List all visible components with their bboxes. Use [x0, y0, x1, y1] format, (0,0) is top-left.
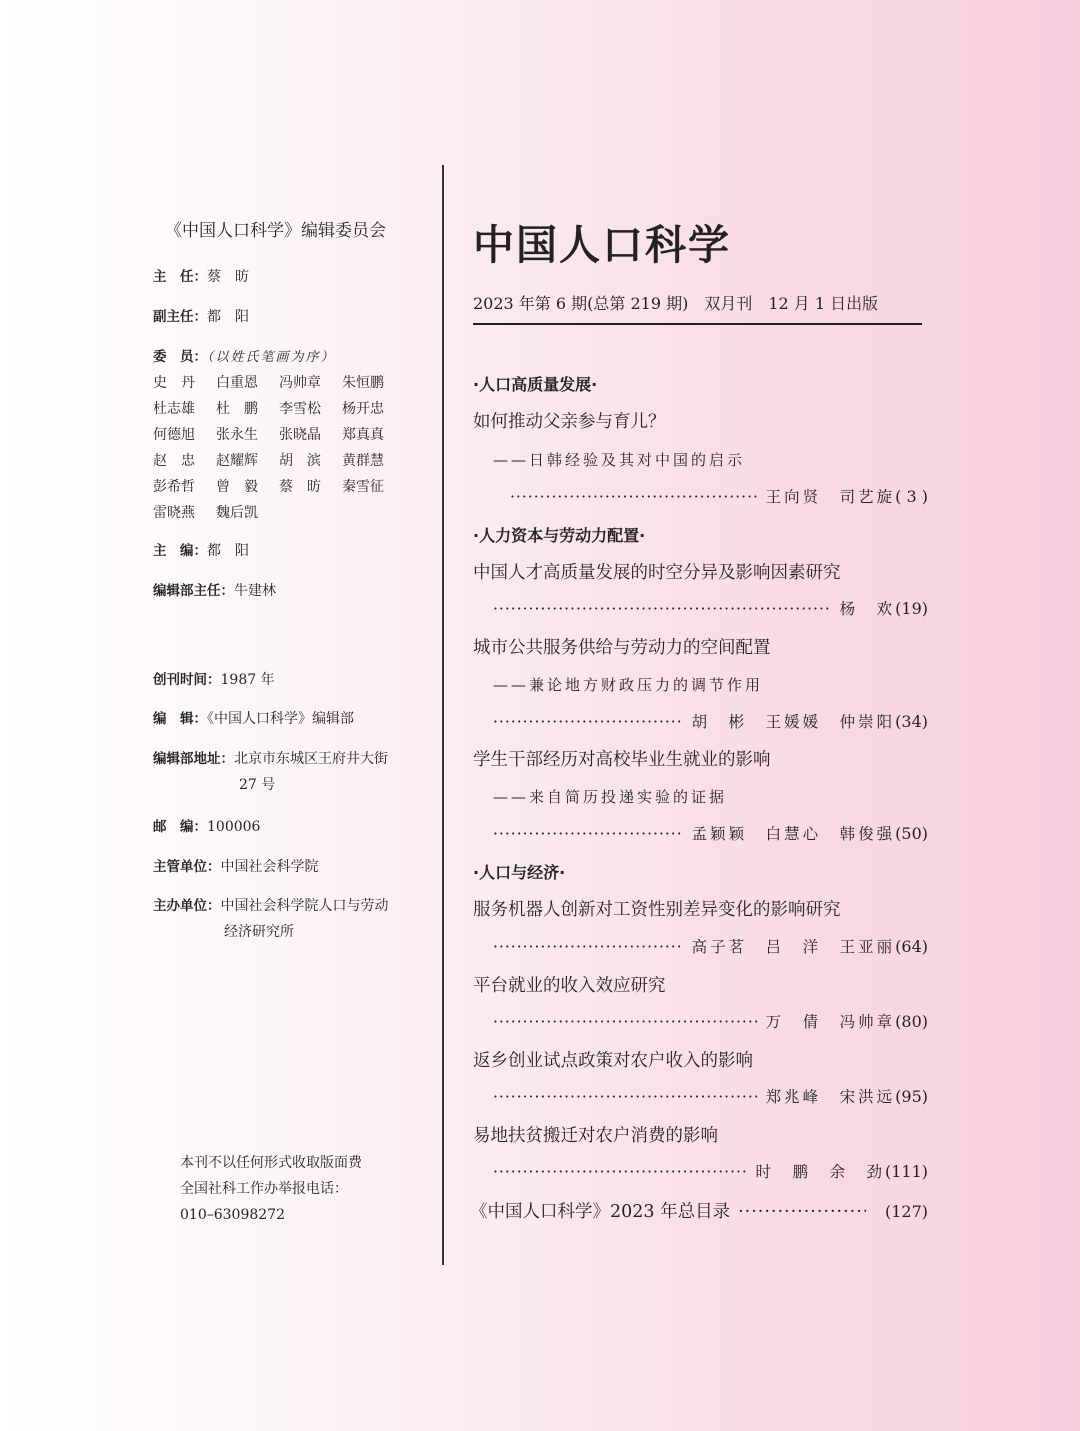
member-name: 蔡 昉 [279, 479, 321, 495]
edit-value: 《中国人口科学》编辑部 [207, 711, 354, 727]
address-line1: 北京市东城区王府井大街 [234, 751, 388, 767]
member-name: 魏后凯 [216, 505, 258, 521]
supervisor-row [153, 854, 319, 880]
article-subtitle: ——兼论地方财政压力的调节作用 [493, 676, 764, 694]
annual-index-title: 《中国人口科学》2023 年总目录 [470, 1202, 731, 1222]
editor-name: 都 阳 [207, 543, 249, 559]
member-name: 胡 滨 [279, 453, 321, 469]
supervisor-label: 主管单位： [153, 859, 221, 875]
article-page: ( 3 ) [895, 487, 928, 506]
member-name: 曾 毅 [216, 479, 258, 495]
leader-dots [493, 1163, 747, 1181]
member-name: 朱恒鹏 [342, 375, 384, 391]
article-authors: 高子茗 吕 洋 王亚丽 [691, 938, 896, 956]
article-subtitle: ——日韩经验及其对中国的启示 [493, 451, 746, 469]
article-title[interactable]: 服务机器人创新对工资性别差异变化的影响研究 [473, 900, 841, 920]
article-title[interactable]: 如何推动父亲参与育儿？ [473, 412, 666, 432]
director-row [153, 264, 249, 290]
article-authors: 郑兆峰 宋洪远 [765, 1088, 896, 1106]
section-heading: ·人口与经济· [473, 863, 566, 882]
postcode-value: 100006 [207, 819, 261, 835]
member-name: 张永生 [216, 427, 258, 443]
section-heading: ·人口高质量发展· [473, 375, 598, 394]
members-list [153, 370, 405, 526]
office-director-row [153, 578, 276, 604]
member-name: 赵耀辉 [216, 453, 258, 469]
sponsor-label: 主办单位： [153, 898, 221, 914]
article-authors: 杨 欢 [839, 600, 896, 618]
notice-line: 全国社科工作办举报电话： [180, 1181, 348, 1197]
annual-index-row[interactable] [470, 1198, 928, 1223]
address-label: 编辑部地址： [153, 751, 234, 767]
members-note: （以姓氏笔画为序） [207, 350, 336, 365]
article-title[interactable]: 城市公共服务供给与劳动力的空间配置 [473, 638, 771, 658]
notice-line: 本刊不以任何形式收取版面费 [180, 1155, 362, 1171]
founded-row [153, 667, 275, 693]
column-divider [442, 165, 444, 1265]
article-authors-row [493, 597, 928, 619]
member-row [153, 422, 405, 448]
member-name: 赵 忠 [153, 453, 195, 469]
editor-row [153, 538, 249, 564]
sponsor-line1: 中国社会科学院人口与劳动 [220, 898, 389, 914]
member-name: 彭希哲 [153, 479, 195, 495]
section-heading: ·人力资本与劳动力配置· [473, 526, 646, 545]
article-authors-row [493, 1085, 928, 1107]
article-page: (19) [895, 599, 928, 618]
office-director-label: 编辑部主任： [153, 583, 234, 599]
vice-director-row [153, 304, 249, 330]
article-page: (64) [895, 937, 928, 956]
annual-index-page: (127) [884, 1202, 928, 1221]
article-authors-row [493, 1010, 928, 1032]
sponsor-row [153, 893, 389, 945]
supervisor-value: 中国社会科学院 [220, 859, 319, 875]
address-row [153, 746, 388, 798]
leader-dots [493, 1013, 758, 1031]
article-page: (111) [884, 1162, 928, 1181]
article-title[interactable]: 易地扶贫搬迁对农户消费的影响 [473, 1126, 718, 1146]
member-name: 白重恩 [216, 375, 258, 391]
postcode-label: 邮 编： [153, 819, 207, 835]
leader-dots [493, 713, 684, 731]
member-name: 杜志雄 [153, 401, 195, 417]
member-name: 张晓晶 [279, 427, 321, 443]
article-authors-row [493, 935, 928, 957]
sponsor-line2: 经济研究所 [224, 924, 294, 940]
founded-value: 1987 年 [220, 672, 275, 688]
article-authors: 孟颖颖 白慧心 韩俊强 [691, 825, 896, 843]
director-name: 蔡 昉 [207, 269, 249, 285]
members-header [153, 344, 336, 371]
member-row [153, 448, 405, 474]
article-page: (34) [895, 712, 928, 731]
issue-info: 2023 年第 6 期(总第 219 期) 双月刊 12 月 1 日出版 [473, 294, 879, 313]
article-page: (80) [895, 1012, 928, 1031]
leader-dots [493, 1088, 758, 1106]
office-director-name: 牛建林 [234, 583, 276, 599]
article-page: (95) [895, 1087, 928, 1106]
member-row [153, 370, 405, 396]
director-label: 主 任： [153, 269, 207, 285]
article-authors: 万 倩 冯帅章 [765, 1013, 896, 1031]
member-row [153, 474, 405, 500]
member-name: 冯帅章 [279, 375, 321, 391]
article-authors: 王向贤 司艺旋 [765, 488, 896, 506]
leader-dots [738, 1202, 866, 1222]
address-line2: 27 号 [239, 777, 276, 793]
article-title[interactable]: 平台就业的收入效应研究 [473, 976, 666, 996]
leader-dots [493, 938, 684, 956]
edit-label: 编 辑： [153, 711, 207, 727]
vice-director-label: 副主任： [153, 309, 207, 325]
founded-label: 创刊时间： [153, 672, 221, 688]
member-name: 史 丹 [153, 375, 195, 391]
member-name: 秦雪征 [342, 479, 384, 495]
article-authors-row [493, 710, 928, 732]
title-rule [473, 323, 922, 325]
article-authors-row [493, 1160, 928, 1182]
leader-dots [510, 488, 758, 506]
committee-title: 《中国人口科学》编辑委员会 [165, 221, 386, 241]
article-authors: 胡 彬 王媛媛 仲崇阳 [691, 713, 896, 731]
article-authors-row [493, 822, 928, 844]
fee-notice [180, 1150, 362, 1228]
member-row [153, 396, 405, 422]
member-name: 杜 鹏 [216, 401, 258, 417]
article-subtitle: ——来自简历投递实验的证据 [493, 788, 728, 806]
member-name: 郑真真 [342, 427, 384, 443]
member-row [153, 500, 405, 526]
member-name: 黄群慧 [342, 453, 384, 469]
journal-title: 中国人口科学 [473, 221, 731, 269]
member-name: 雷晓燕 [153, 505, 195, 521]
report-phone: 010–63098272 [180, 1207, 285, 1223]
article-page: (50) [895, 824, 928, 843]
leader-dots [493, 825, 684, 843]
article-title[interactable]: 返乡创业试点政策对农户收入的影响 [473, 1051, 753, 1071]
member-name: 李雪松 [279, 401, 321, 417]
article-authors: 时 鹏 余 劲 [755, 1163, 885, 1181]
members-label: 委 员： [153, 349, 207, 365]
article-title[interactable]: 中国人才高质量发展的时空分异及影响因素研究 [473, 563, 841, 583]
member-name: 何德旭 [153, 427, 195, 443]
postcode-row [153, 814, 260, 840]
vice-director-name: 都 阳 [207, 309, 249, 325]
editor-label: 主 编： [153, 543, 207, 559]
article-title[interactable]: 学生干部经历对高校毕业生就业的影响 [473, 750, 771, 770]
leader-dots [493, 600, 832, 618]
edit-row [153, 706, 354, 732]
member-name: 杨开忠 [342, 401, 384, 417]
article-authors-row [510, 485, 928, 507]
